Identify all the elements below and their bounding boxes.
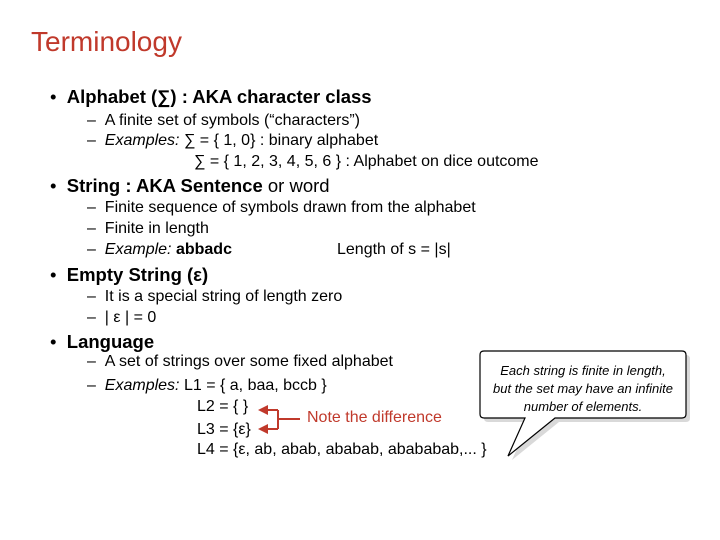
alphabet-example-1: – Examples: ∑ = { 1, 0} : binary alphabet xyxy=(87,132,379,149)
language-example-l3: L3 = {ε} xyxy=(197,421,251,438)
empty-def: – It is a special string of length zero xyxy=(87,288,343,305)
string-length: – Finite in length xyxy=(87,220,209,237)
note-the-difference: Note the difference xyxy=(307,409,442,426)
bullet-empty-string: • Empty String (ε) xyxy=(50,264,209,285)
string-example: – Example: abbadc xyxy=(87,241,232,258)
bullet-language: • Language xyxy=(50,331,155,352)
language-example-l1: – Examples: L1 = { a, baa, bccb } xyxy=(87,377,327,394)
language-heading: Language xyxy=(66,331,155,352)
difference-bracket xyxy=(254,398,304,438)
empty-eq: – | ε | = 0 xyxy=(87,309,157,326)
language-example-l2: L2 = { } xyxy=(197,398,249,415)
string-length-note: Length of s = |s| xyxy=(337,241,451,258)
language-example-l4: L4 = {ε, ab, abab, ababab, abababab,... } xyxy=(197,441,487,458)
bullet-string: • String : AKA Sentence or word xyxy=(50,175,330,196)
page-title: Terminology xyxy=(31,26,182,57)
string-heading: String : AKA Sentence xyxy=(66,175,263,196)
string-def: – Finite sequence of symbols drawn from the alphabet xyxy=(87,199,476,216)
alphabet-example-2: ∑ = { 1, 2, 3, 4, 5, 6 } : Alphabet on dice outcome xyxy=(194,153,539,170)
callout-text: Each string is finite in length, but the set may have an infinite number of elements. xyxy=(493,363,673,414)
bullet-alphabet: • Alphabet (∑) : AKA character class xyxy=(50,86,372,107)
empty-heading: Empty String (ε) xyxy=(66,264,209,285)
alphabet-heading: Alphabet (∑) : AKA character class xyxy=(66,86,372,107)
alphabet-def: – A finite set of symbols (“characters”) xyxy=(87,112,360,129)
language-def: – A set of strings over some fixed alphabet xyxy=(87,353,393,370)
